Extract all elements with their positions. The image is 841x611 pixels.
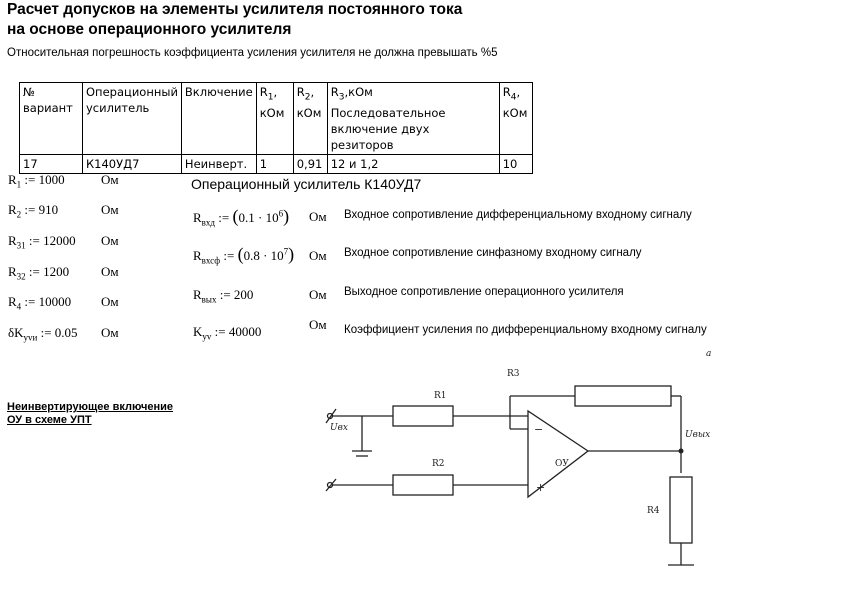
resistor-r2 <box>393 475 453 495</box>
r1-label: R1 <box>434 391 447 401</box>
param-dk-unit: Ом <box>101 325 119 340</box>
param-r32-unit: Ом <box>101 264 119 279</box>
param-r1-unit: Ом <box>101 172 119 187</box>
page-title <box>7 0 462 40</box>
resistor-r1 <box>393 406 453 426</box>
param-r32: $R_{32}$ := 1200 <box>8 264 70 282</box>
opamp-minus: − <box>534 423 544 436</box>
opamp-plus: + <box>536 481 546 494</box>
subtitle: Относительная погрешность коэффициента усиления усилителя не должна превышать %5 <box>7 47 498 59</box>
cell-num: 17 <box>20 155 83 174</box>
title-line-2: на основе операционного усилителя <box>7 21 292 38</box>
stray-mark: a <box>706 349 712 359</box>
opamp-label: ОУ <box>555 459 569 469</box>
cell-r3: 12 и 1,2 <box>327 155 499 174</box>
param-rvhsf-desc: Входное сопротивление синфазному входному сигналу <box>344 247 642 259</box>
cell-mode: Неинверт. <box>181 155 256 174</box>
param-r31-unit: Ом <box>101 233 119 248</box>
r3-label: R3 <box>507 369 520 379</box>
param-rvhsf-unit: Ом <box>309 248 327 263</box>
opamp-title: Операционный усилитель К140УД7 <box>191 176 422 192</box>
noninverting-link[interactable]: Неинвертирующее включение ОУ в схеме УПТ <box>7 401 173 426</box>
param-r4-unit: Ом <box>101 294 119 309</box>
param-kuv: $K_{уv}$ := 40000 <box>193 324 262 342</box>
param-rvhd-unit: Ом <box>309 209 327 224</box>
header-r1: $R_1$, кОм <box>256 83 293 155</box>
param-r1: $R_1$ := 1000 <box>8 172 65 190</box>
r4-label: R4 <box>647 506 660 516</box>
header-r3: $R_3,кОм$ Последовательное включение двух резиторов <box>327 83 499 155</box>
param-r31: $R_{31}$ := 12000 <box>8 233 76 251</box>
header-opamp: Операционный усилитель <box>83 83 182 155</box>
param-dk: $\delta K_{уvи}$ := 0.05 <box>8 325 78 343</box>
param-kuv-desc: Коэффициент усиления по дифференциальному входному сигналу <box>344 324 707 336</box>
param-rvyh-desc: Выходное сопротивление операционного усилителя <box>344 286 624 298</box>
table-row <box>20 155 533 174</box>
header-r4: $R_4$, кОм <box>499 83 532 155</box>
output-node <box>679 449 684 454</box>
title-line-1: Расчет допусков на элементы усилителя постоянного тока <box>7 1 463 18</box>
param-r2: $R_2$ := 910 <box>8 202 59 220</box>
param-rvhsf: $R_{вхсф}$ := $(0.8 \cdot 10^7)$ <box>193 244 295 266</box>
param-rvyh: $R_{вых}$ := 200 <box>193 287 254 305</box>
cell-opamp: К140УД7 <box>83 155 182 174</box>
param-kuv-unit: Ом <box>309 317 327 332</box>
param-rvhd: $R_{вхд}$ := $(0.1 \cdot 10^6)$ <box>193 206 290 228</box>
cell-r2: 0,91 <box>293 155 327 174</box>
table-header-row <box>20 83 533 155</box>
circuit-schematic <box>270 345 720 577</box>
header-mode: Включение <box>181 83 256 155</box>
variant-table <box>19 82 533 174</box>
param-rvyh-unit: Ом <box>309 287 327 302</box>
param-rvhd-desc: Входное сопротивление дифференциальному входному сигналу <box>344 209 692 221</box>
header-num: № вариант <box>20 83 83 155</box>
header-r2: $R_2$, кОм <box>293 83 327 155</box>
uin-label: Uвх <box>330 423 348 433</box>
uout-label: Uвых <box>685 430 711 440</box>
param-r2-unit: Ом <box>101 202 119 217</box>
cell-r1: 1 <box>256 155 293 174</box>
resistor-r3 <box>575 386 671 406</box>
resistor-r4 <box>670 477 692 543</box>
param-r4: $R_4$ := 10000 <box>8 294 72 312</box>
r2-label: R2 <box>432 459 445 469</box>
cell-r4: 10 <box>499 155 532 174</box>
